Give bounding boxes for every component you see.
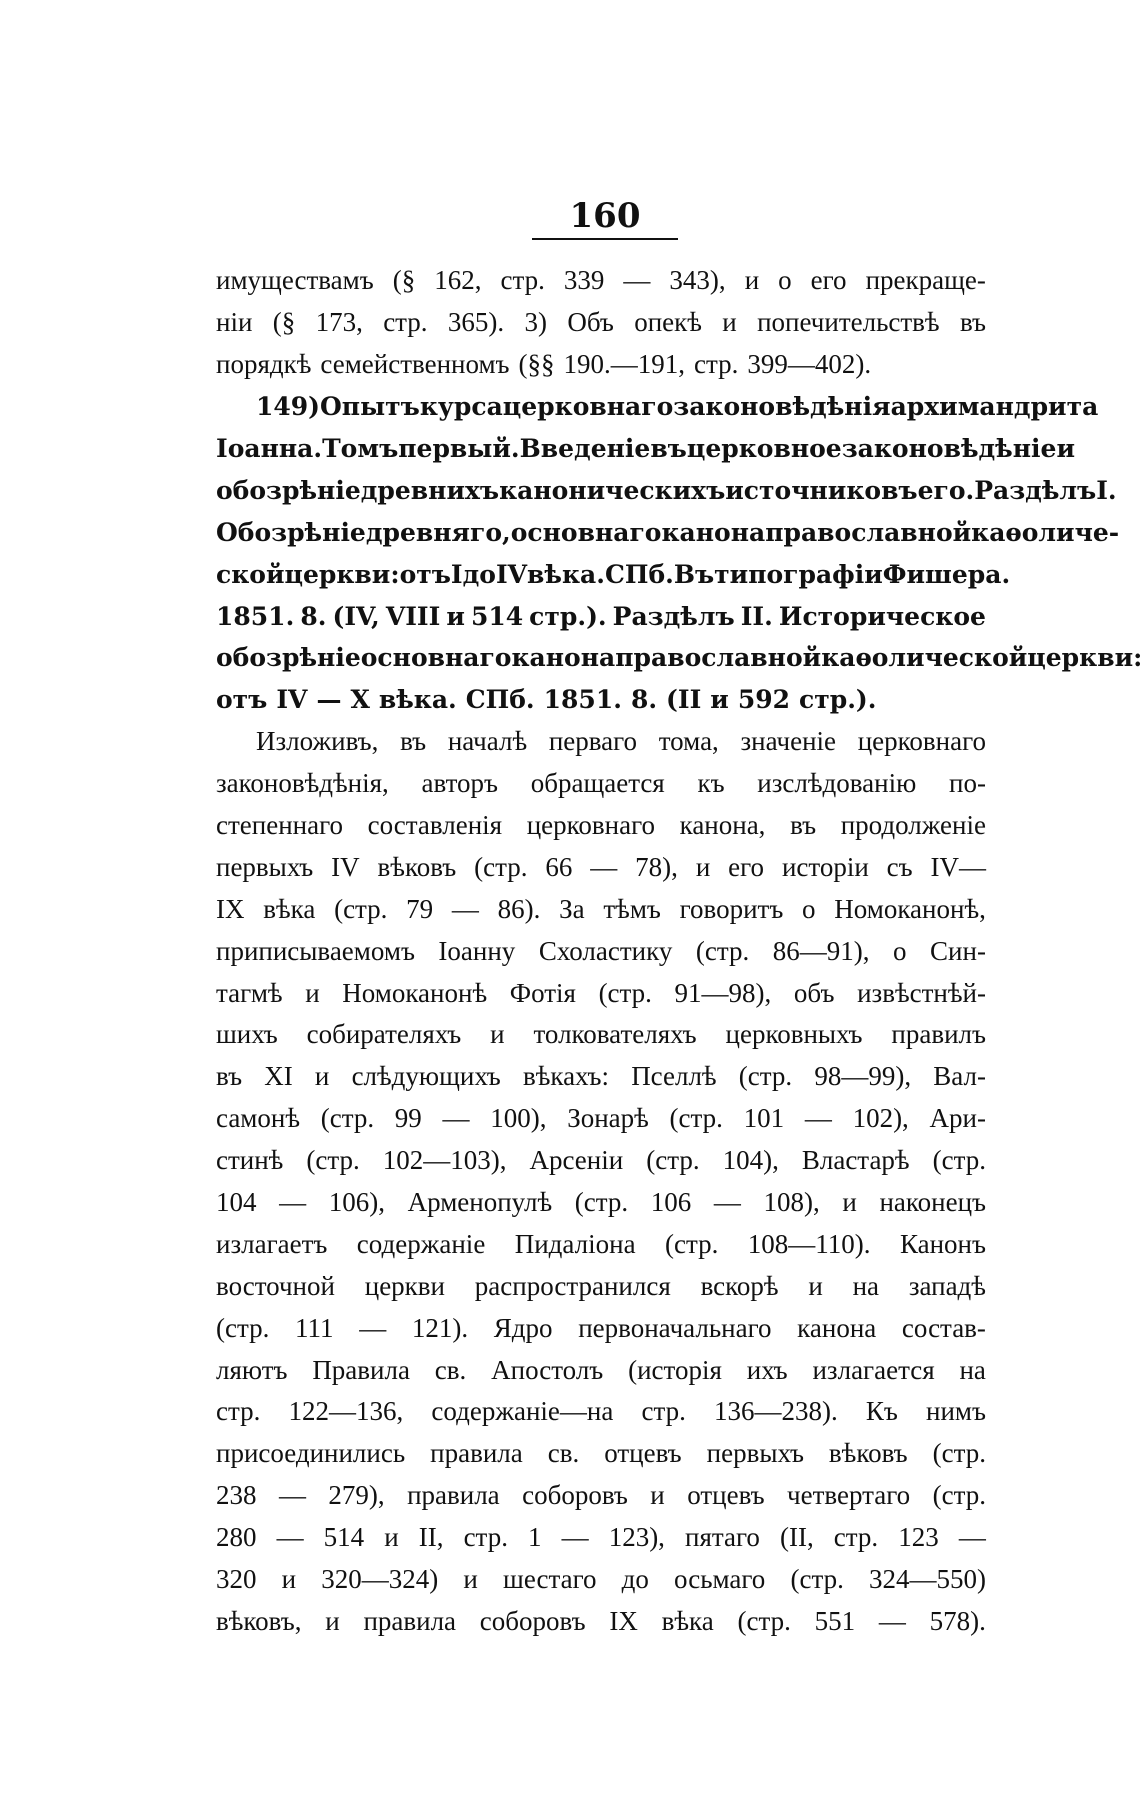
text-line: обозрѣніе основнаго канона православной каѳолической церкви: xyxy=(216,643,1142,673)
text-line: ляютъ Правила св. Апостолъ (исторія ихъ излагается на xyxy=(216,1354,986,1385)
text-line: присоединились правила св. отцевъ первыхъ вѣковъ (стр. xyxy=(216,1438,986,1469)
text-line: степеннаго составленія церковнаго канона, въ продолженіе xyxy=(216,810,986,841)
text-line: 238 — 279), правила соборовъ и отцевъ четвертаго (стр. xyxy=(216,1480,986,1511)
text-line: 1851. 8. (IV, VIII и 514 стр.). Раздѣлъ II. Историческое xyxy=(216,601,986,631)
text-line: IX вѣка (стр. 79 — 86). За тѣмъ говоритъ о Номоканонѣ, xyxy=(216,893,986,924)
text-line: стинѣ (стр. 102—103), Арсеніи (стр. 104), Властарѣ (стр. xyxy=(216,1145,986,1176)
text-line: приписываемомъ Іоанну Схоластику (стр. 86—91), о Син- xyxy=(216,935,986,966)
text-line: стр. 122—136, содержаніе—на стр. 136—238). Къ нимъ xyxy=(216,1396,986,1427)
text-line: ской церкви: отъ I до IV вѣка. СПб. Въ типографіи Фишера. xyxy=(216,559,1011,589)
text-line: 280 — 514 и II, стр. 1 — 123), пятаго (II, стр. 123 — xyxy=(216,1522,986,1553)
text-line: вѣковъ, и правила соборовъ IX вѣка (стр. 551 — 578). xyxy=(216,1605,986,1636)
text-line: восточной церкви распространился вскорѣ и на западѣ xyxy=(216,1270,986,1301)
page-number: 160 xyxy=(569,196,641,236)
text-line: тагмѣ и Номоканонѣ Фотія (стр. 91—98), объ извѣстнѣй- xyxy=(216,977,986,1008)
text-line: шихъ собирателяхъ и толкователяхъ церковныхъ правилъ xyxy=(216,1019,986,1050)
header-rule xyxy=(532,238,678,240)
text-line: порядкѣ семейственномъ (§§ 190.—191, стр. 399—402). xyxy=(216,349,872,380)
body-text xyxy=(216,260,1142,1642)
text-line: самонѣ (стр. 99 — 100), Зонарѣ (стр. 101 — 102), Ари- xyxy=(216,1103,986,1134)
text-line: ніи (§ 173, стр. 365). 3) Объ опекѣ и попечительствѣ въ xyxy=(216,307,986,338)
text-line: имуществамъ (§ 162, стр. 339 — 343), и о его прекраще- xyxy=(216,265,986,296)
text-line: въ XI и слѣдующихъ вѣкахъ: Пселлѣ (стр. 98—99), Вал- xyxy=(216,1061,986,1092)
text-line: Обозрѣніе древняго, основнаго канона православной каѳоличе- xyxy=(216,517,1120,547)
text-line: Іоанна. Томъ первый. Введеніе въ церковное законовѣдѣніе и xyxy=(216,434,1076,463)
text-line: излагаетъ содержаніе Пидаліона (стр. 108—110). Канонъ xyxy=(216,1228,986,1259)
text-line: отъ IV — X вѣка. СПб. 1851. 8. (II и 592 стр.). xyxy=(216,685,877,715)
text-line: 320 и 320—324) и шестаго до осьмаго (стр. 324—550) xyxy=(216,1564,986,1595)
text-line: 149) Опытъ курса церковнаго законовѣдѣнія архимандрита xyxy=(256,392,1099,422)
text-line: первыхъ IV вѣковъ (стр. 66 — 78), и его исторіи съ IV— xyxy=(216,851,986,882)
text-line: обозрѣніе древнихъ каноническихъ источниковъ его. Раздѣлъ I. xyxy=(216,475,1117,505)
text-line: законовѣдѣнія, авторъ обращается къ изслѣдованію по- xyxy=(216,768,986,799)
text-line: 104 — 106), Арменопулѣ (стр. 106 — 108), и наконецъ xyxy=(216,1187,986,1218)
text-line: (стр. 111 — 121). Ядро первоначальнаго канона состав- xyxy=(216,1312,986,1343)
text-line: Изложивъ, въ началѣ перваго тома, значеніе церковнаго xyxy=(256,726,986,757)
